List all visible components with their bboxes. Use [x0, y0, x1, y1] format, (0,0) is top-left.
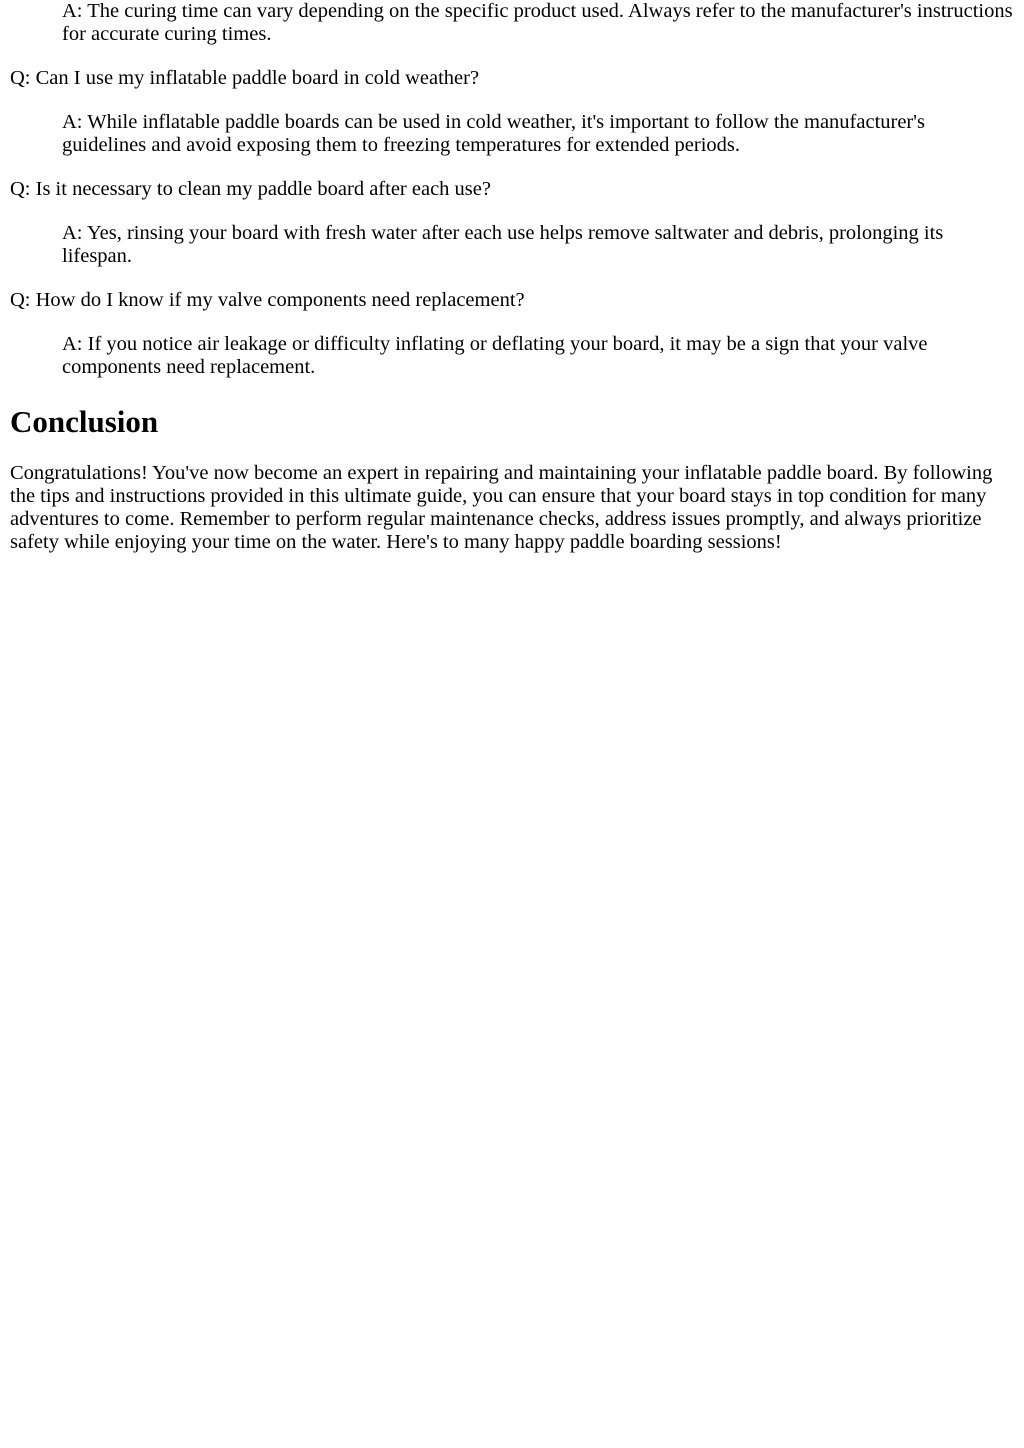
faq-answer-cold-weather: A: While inflatable paddle boards can be used in cold weather, it's important to follow the manufacturer's guidelines and avoid exposing them to freezing temperatures for extended periods. — [62, 111, 925, 156]
faq-question-cold-weather: Q: Can I use my inflatable paddle board in cold weather? — [10, 67, 480, 89]
faq-answer-cleaning: A: Yes, rinsing your board with fresh water after each use helps remove saltwater and debris, prolonging its lifespan. — [62, 222, 944, 267]
faq-answer-valve-components: A: If you notice air leakage or difficulty inflating or deflating your board, it may be a sign that your valve components need replacement. — [62, 333, 928, 378]
document-page — [0, 0, 1024, 554]
faq-answer-curing-time: A: The curing time can vary depending on the specific product used. Always refer to the manufacturer's instructions for accurate curing times. — [62, 0, 1013, 45]
conclusion-paragraph: Congratulations! You've now become an expert in repairing and maintaining your inflatable paddle board. By following the tips and instructions provided in this ultimate guide, you can ensure that your board stays in top condition for many adventures to come. Remember to perform regular maintenance checks, address issues promptly, and always prioritize safety while enjoying your time on the water. Here's to many happy paddle boarding sessions! — [10, 462, 993, 553]
faq-question-cleaning: Q: Is it necessary to clean my paddle board after each use? — [10, 178, 491, 200]
conclusion-heading: Conclusion — [10, 404, 159, 439]
faq-question-valve-components: Q: How do I know if my valve components need replacement? — [10, 289, 525, 311]
